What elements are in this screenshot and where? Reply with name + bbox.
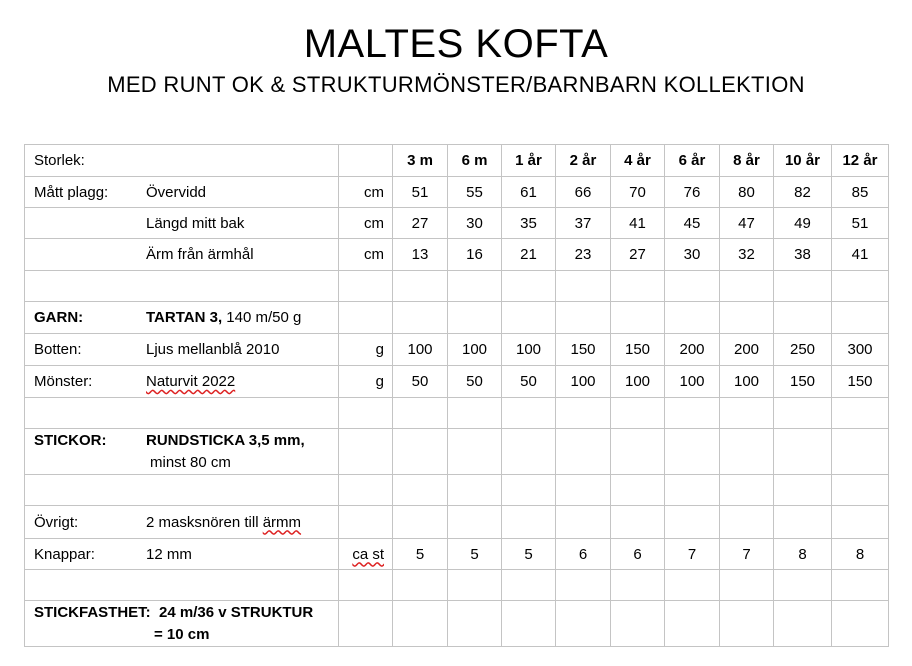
unit-cell: cm — [339, 208, 393, 239]
value-cell: 30 — [448, 208, 502, 239]
unit-cell: g — [339, 334, 393, 366]
value-cell: 100 — [448, 334, 502, 366]
value-cell: 27 — [611, 239, 665, 271]
yarn-label: GARN: — [34, 309, 84, 326]
value-cell: 55 — [448, 177, 502, 208]
yarn-row-label: Mönster: — [34, 373, 93, 390]
value-cell: 5 — [502, 539, 556, 570]
gauge-row — [25, 601, 889, 647]
yarn-color: Ljus mellanblå 2010 — [146, 341, 280, 358]
value-cell: 150 — [611, 334, 665, 366]
value-cell: 7 — [720, 539, 774, 570]
unit-cell: cm — [339, 177, 393, 208]
other-value: 2 masksnören till — [146, 513, 263, 531]
size-header: 6 m — [448, 145, 502, 177]
value-cell: 41 — [832, 239, 889, 271]
spacer-row — [25, 271, 889, 302]
page-subtitle: MED RUNT OK & STRUKTURMÖNSTER/BARNBARN KOLLEKTION — [107, 72, 805, 97]
yarn-spec: 140 m/50 g — [222, 309, 302, 326]
value-cell: 51 — [393, 177, 448, 208]
value-cell: 200 — [720, 334, 774, 366]
value-cell: 300 — [832, 334, 889, 366]
value-cell: 100 — [611, 366, 665, 398]
yarn-name: TARTAN 3, — [146, 309, 223, 326]
other-value-marked: ärmm — [262, 513, 302, 531]
value-cell: 80 — [720, 177, 774, 208]
value-cell: 6 — [611, 539, 665, 570]
needles-length: minst 80 cm — [150, 453, 231, 471]
value-cell: 50 — [502, 366, 556, 398]
value-cell: 51 — [832, 208, 889, 239]
value-cell: 5 — [393, 539, 448, 570]
size-header: 10 år — [774, 145, 832, 177]
measurement-name: Övervidd — [146, 183, 207, 201]
needles-type: RUNDSTICKA 3,5 mm, — [146, 431, 305, 449]
value-cell: 150 — [774, 366, 832, 398]
spacer-row — [25, 570, 889, 601]
value-cell: 6 — [556, 539, 611, 570]
size-header: 8 år — [720, 145, 774, 177]
unit-cell: ca st — [352, 545, 384, 563]
value-cell: 5 — [448, 539, 502, 570]
value-cell: 100 — [393, 334, 448, 366]
size-header: 6 år — [665, 145, 720, 177]
unit-cell: cm — [339, 239, 393, 271]
size-label: Storlek: — [25, 145, 339, 177]
size-header-row — [25, 145, 889, 177]
yarn-row-pattern — [25, 366, 889, 398]
other-row — [25, 506, 889, 539]
yarn-color: Naturvit 2022 — [146, 373, 236, 390]
value-cell: 82 — [774, 177, 832, 208]
value-cell: 41 — [611, 208, 665, 239]
yarn-row-label: Botten: — [34, 341, 82, 358]
spacer-row — [25, 398, 889, 429]
yarn-row-base — [25, 334, 889, 366]
value-cell: 8 — [774, 539, 832, 570]
value-cell: 7 — [665, 539, 720, 570]
measurement-row-length — [25, 208, 889, 239]
value-cell: 85 — [832, 177, 889, 208]
pattern-spec-table — [24, 144, 889, 647]
value-cell: 100 — [556, 366, 611, 398]
page-title: MALTES KOFTA — [303, 22, 609, 66]
size-header: 1 år — [502, 145, 556, 177]
value-cell: 100 — [665, 366, 720, 398]
value-cell: 66 — [556, 177, 611, 208]
measurement-row-chest — [25, 177, 889, 208]
unit-cell: g — [339, 366, 393, 398]
size-header: 4 år — [611, 145, 665, 177]
value-cell: 8 — [832, 539, 889, 570]
buttons-size: 12 mm — [146, 545, 192, 563]
value-cell: 16 — [448, 239, 502, 271]
value-cell: 38 — [774, 239, 832, 271]
value-cell: 50 — [393, 366, 448, 398]
measurement-name: Längd mitt bak — [146, 214, 245, 232]
value-cell: 47 — [720, 208, 774, 239]
measurements-label: Mått plagg: — [34, 183, 109, 201]
value-cell: 45 — [665, 208, 720, 239]
value-cell: 27 — [393, 208, 448, 239]
size-header: 3 m — [393, 145, 448, 177]
other-label: Övrigt: — [34, 513, 79, 531]
buttons-label: Knappar: — [34, 545, 95, 563]
gauge-label: STICKFASTHET: — [34, 603, 151, 621]
size-header: 2 år — [556, 145, 611, 177]
value-cell: 21 — [502, 239, 556, 271]
value-cell: 23 — [556, 239, 611, 271]
value-cell: 49 — [774, 208, 832, 239]
value-cell: 100 — [720, 366, 774, 398]
value-cell: 200 — [665, 334, 720, 366]
value-cell: 61 — [502, 177, 556, 208]
value-cell: 37 — [556, 208, 611, 239]
value-cell: 13 — [393, 239, 448, 271]
size-header: 12 år — [832, 145, 889, 177]
gauge-measure: = 10 cm — [154, 625, 210, 643]
value-cell: 76 — [665, 177, 720, 208]
buttons-row — [25, 539, 889, 570]
value-cell: 150 — [832, 366, 889, 398]
value-cell: 100 — [502, 334, 556, 366]
value-cell: 150 — [556, 334, 611, 366]
measurement-row-sleeve — [25, 239, 889, 271]
value-cell: 50 — [448, 366, 502, 398]
value-cell: 32 — [720, 239, 774, 271]
needles-label: STICKOR: — [34, 431, 107, 449]
gauge-stitches: 24 m/36 v STRUKTUR — [159, 603, 314, 621]
value-cell: 35 — [502, 208, 556, 239]
value-cell: 70 — [611, 177, 665, 208]
needles-row — [25, 429, 889, 475]
value-cell: 30 — [665, 239, 720, 271]
spacer-row — [25, 475, 889, 506]
yarn-row — [25, 302, 889, 334]
measurement-name: Ärm från ärmhål — [146, 246, 254, 263]
value-cell: 250 — [774, 334, 832, 366]
